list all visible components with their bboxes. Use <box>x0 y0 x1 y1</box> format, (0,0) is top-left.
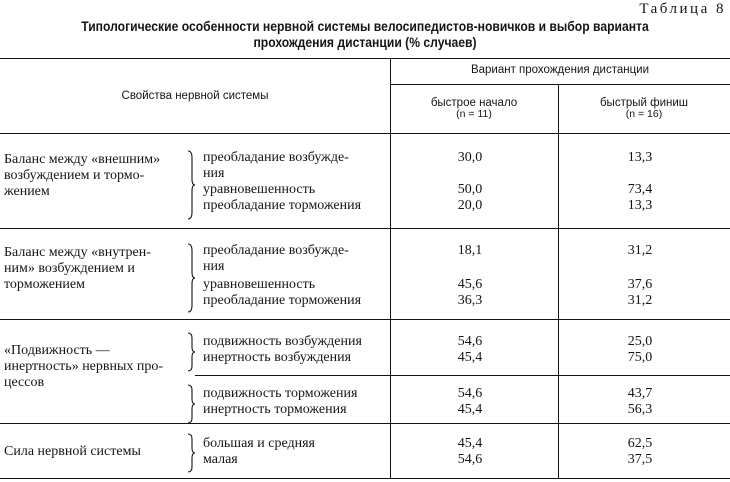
group-label-line: торможением <box>4 277 85 292</box>
value-fast-finish: 75,0 <box>627 350 653 365</box>
value-fast-start: 36,3 <box>457 293 483 308</box>
table-row <box>0 386 730 402</box>
header-col-fast-finish <box>558 97 730 120</box>
group-label-line: жением <box>4 184 50 199</box>
table-row <box>0 436 730 452</box>
property-cell <box>203 150 349 182</box>
value-fast-start: 54,6 <box>457 386 483 401</box>
property-line: ния <box>203 166 225 181</box>
table-bottom-rule <box>0 478 730 479</box>
group-label-line: Баланс между «внешним» <box>4 152 161 167</box>
value-fast-finish: 31,2 <box>627 243 653 258</box>
table-row <box>0 452 730 468</box>
value-fast-finish: 25,0 <box>627 334 653 349</box>
table-row <box>0 198 730 214</box>
value-fast-start: 54,6 <box>457 334 483 349</box>
header-bottom-rule <box>0 133 730 134</box>
group-label-line: ним» возбуждением и <box>4 261 135 276</box>
property-cell: преобладание торможения <box>203 293 362 308</box>
table-row <box>0 277 730 293</box>
group-label-line: Баланс между «внутрен- <box>4 245 151 260</box>
property-cell: большая и средняя <box>203 436 315 451</box>
property-cell: уравновешенность <box>203 182 316 197</box>
value-fast-start: 20,0 <box>457 198 483 213</box>
property-line: преобладание возбужде- <box>203 150 349 165</box>
value-fast-start: 30,0 <box>457 150 483 165</box>
value-fast-start: 45,4 <box>457 350 483 365</box>
group-divider-1 <box>0 228 730 229</box>
group-label-line: цессов <box>4 375 45 390</box>
value-fast-finish: 13,3 <box>627 198 653 213</box>
subgroup-divider <box>195 375 730 376</box>
variant-header-rule <box>390 84 730 85</box>
property-cell: преобладание торможения <box>203 198 362 213</box>
property-cell <box>203 243 349 275</box>
table-row <box>0 182 730 198</box>
table-title <box>37 19 694 51</box>
property-cell: инертность возбуждения <box>203 350 352 365</box>
property-line: ния <box>203 259 225 274</box>
table-row <box>0 402 730 418</box>
value-fast-start: 18,1 <box>457 243 483 258</box>
property-cell: уравновешенность <box>203 277 316 292</box>
group-label-line: «Подвижность — <box>4 343 110 358</box>
value-fast-finish: 62,5 <box>627 436 653 451</box>
table-row <box>0 350 730 366</box>
header-col-fast-finish-n: (n = 16) <box>625 108 663 120</box>
value-fast-finish: 31,2 <box>627 293 653 308</box>
header-col-fast-start-label: быстрое начало <box>430 97 518 109</box>
group-divider-2 <box>0 319 730 320</box>
group-label-line: инертность» нервных про- <box>4 359 164 374</box>
table-top-rule <box>0 58 730 59</box>
value-fast-start: 45,4 <box>457 436 483 451</box>
table-title-line-1: Типологические особенности нервной системы велосипедистов-новичков и выбор варианта <box>81 19 649 34</box>
value-fast-finish: 43,7 <box>627 386 653 401</box>
value-fast-start: 45,4 <box>457 402 483 417</box>
value-fast-start: 54,6 <box>457 452 483 467</box>
table-number-label: Таблица 8 <box>639 1 726 17</box>
table-row <box>0 334 730 350</box>
group-label-line: возбуждением и тормо- <box>4 168 145 183</box>
value-fast-finish: 37,6 <box>627 277 653 292</box>
table-row <box>0 293 730 309</box>
header-properties: Свойства нервной системы <box>121 90 269 102</box>
value-fast-finish: 37,5 <box>627 452 653 467</box>
property-cell: малая <box>203 452 238 467</box>
value-fast-finish: 13,3 <box>627 150 653 165</box>
property-line: преобладание возбужде- <box>203 243 349 258</box>
property-cell: подвижность возбуждения <box>203 334 362 349</box>
group-divider-3 <box>0 423 730 424</box>
value-fast-start: 45,6 <box>457 277 483 292</box>
value-fast-finish: 56,3 <box>627 402 653 417</box>
header-col-fast-finish-label: быстрый финиш <box>599 97 689 109</box>
header-col-fast-start-n: (n = 11) <box>456 108 492 120</box>
property-cell: подвижность торможения <box>203 386 358 401</box>
value-fast-finish: 73,4 <box>627 182 653 197</box>
header-variant: Вариант прохождения дистанции <box>470 64 650 76</box>
property-cell: инертность торможения <box>203 402 347 417</box>
table-title-line-2: прохождения дистанции (% случаев) <box>253 35 477 50</box>
header-col-fast-start <box>390 97 558 120</box>
value-fast-start: 50,0 <box>457 182 483 197</box>
group-label-line: Сила нервной системы <box>4 444 141 459</box>
